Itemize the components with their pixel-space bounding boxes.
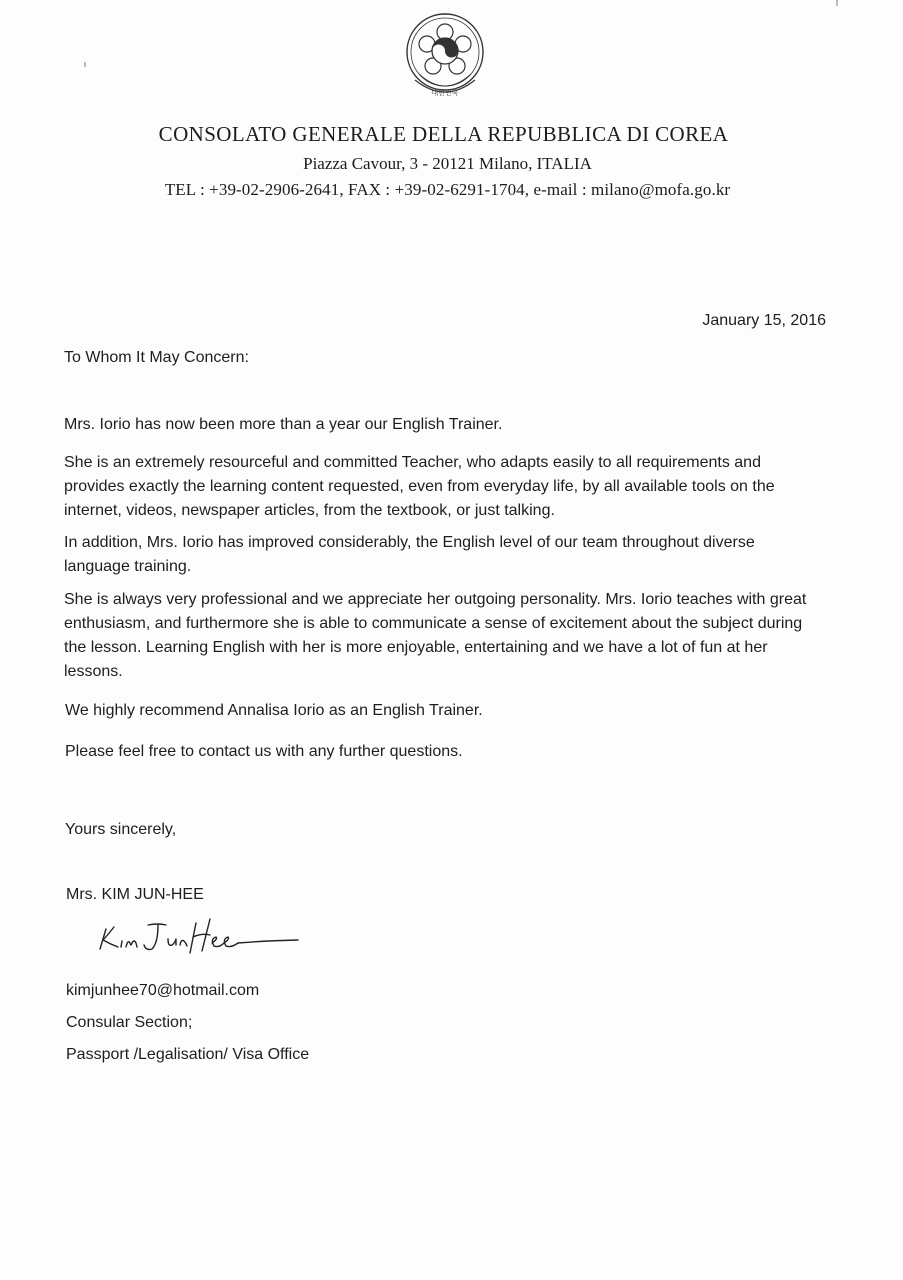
paragraph-4 xyxy=(64,588,806,684)
paragraph-4-line: the lesson. Learning English with her is more enjoyable, entertaining and we have a lot of fun at her xyxy=(64,639,768,656)
paragraph-4-line: lessons. xyxy=(64,663,123,680)
emblem-text: 대한민국 xyxy=(431,89,459,97)
letter-greeting: To Whom It May Concern: xyxy=(64,349,249,366)
consular-section: Consular Section; xyxy=(66,1014,193,1031)
korean-consulate-seal-icon xyxy=(397,8,493,104)
letter-date: January 15, 2016 xyxy=(702,312,826,329)
paragraph-2-line: She is an extremely resourceful and committed Teacher, who adapts easily to all requirements and xyxy=(64,454,761,471)
paragraph-3-line: In addition, Mrs. Iorio has improved considerably, the English level of our team throughout diverse xyxy=(64,534,755,551)
paragraph-3-line: language training. xyxy=(64,558,192,575)
consulate-contact: TEL : +39-02-2906-2641, FAX : +39-02-6291-1704, e-mail : milano@mofa.go.kr xyxy=(164,180,731,199)
scan-speck xyxy=(836,0,838,6)
paragraph-4-line: She is always very professional and we appreciate her outgoing personality. Mrs. Iorio teaches with great xyxy=(64,591,807,608)
paragraph-4-line: enthusiasm, and furthermore she is able to communicate a sense of excitement about the subject during xyxy=(64,615,803,632)
scan-speck xyxy=(84,62,86,67)
signer-name: Mrs. KIM JUN-HEE xyxy=(66,886,204,903)
consulate-address: Piazza Cavour, 3 - 20121 Milano, ITALIA xyxy=(303,154,592,173)
paragraph-1: Mrs. Iorio has now been more than a year our English Trainer. xyxy=(64,416,503,433)
paragraph-2 xyxy=(64,451,775,523)
paragraph-3 xyxy=(64,531,755,579)
signer-email: kimjunhee70@hotmail.com xyxy=(66,982,260,999)
handwritten-signature xyxy=(92,913,304,961)
paragraph-6: Please feel free to contact us with any further questions. xyxy=(65,743,463,760)
paragraph-2-line: internet, videos, newspaper articles, from the textbook, or just talking. xyxy=(64,502,555,519)
office-name: Passport /Legalisation/ Visa Office xyxy=(66,1046,310,1063)
letter-closing: Yours sincerely, xyxy=(65,821,177,838)
paragraph-2-line: provides exactly the learning content requested, even from everyday life, by all available tools on the xyxy=(64,478,775,495)
paragraph-5: We highly recommend Annalisa Iorio as an English Trainer. xyxy=(65,702,483,719)
consulate-name: CONSOLATO GENERALE DELLA REPUBBLICA DI COREA xyxy=(158,122,729,146)
